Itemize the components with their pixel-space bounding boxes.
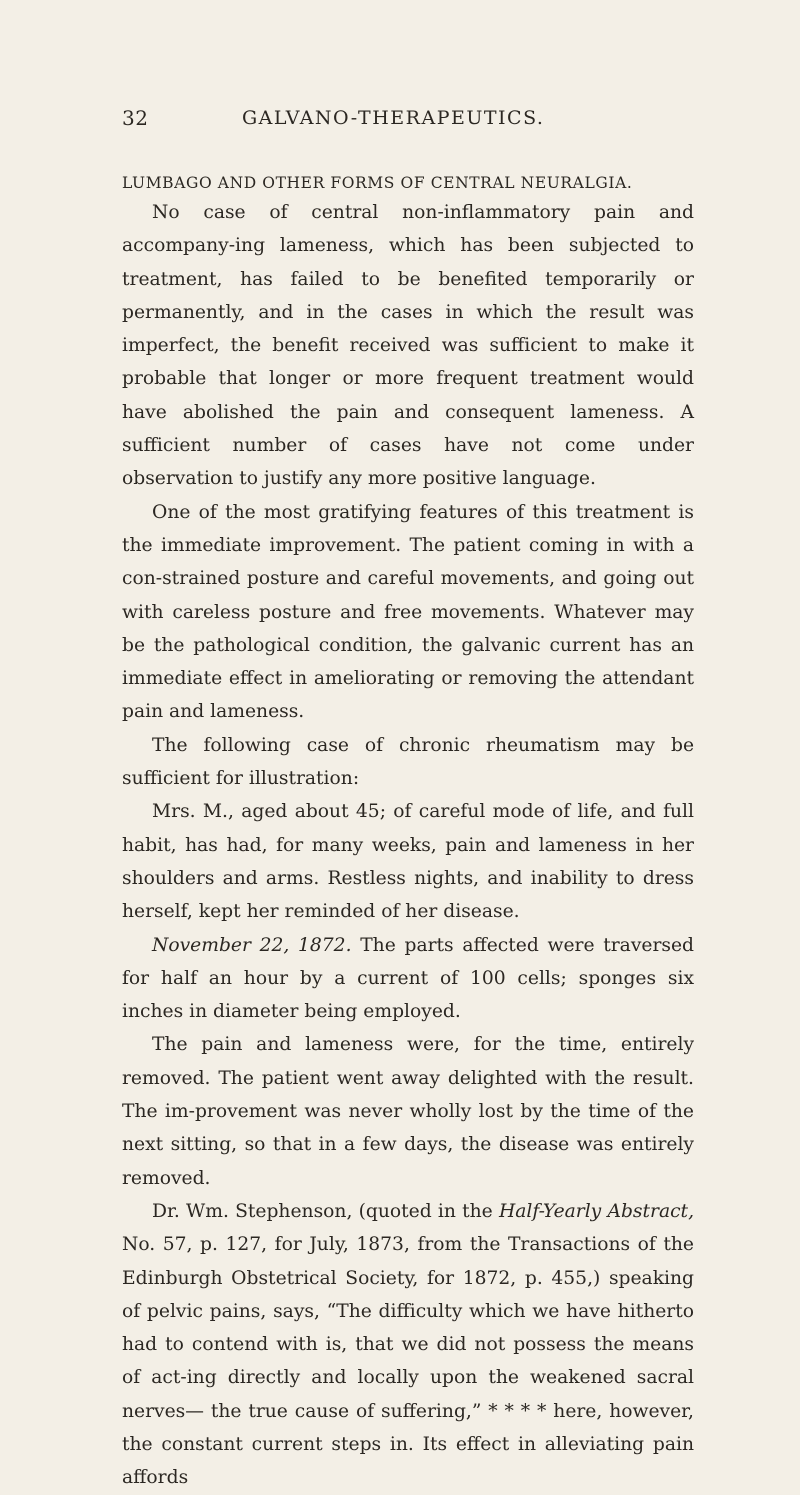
paragraph-stephenson-quote <box>122 1195 694 1495</box>
quote-lead: Dr. Wm. Stephenson, (quoted in the <box>152 1200 499 1222</box>
body-text <box>122 196 694 1495</box>
quote-rest: No. 57, p. 127, for July, 1873, from the Transactions of the Edinburgh Obstetrical Society, for 1872, p. 455,) speaking of pelvic pains, says, “The difficulty which we have hitherto had to contend with is, that we did not possess the means of act-ing directly and locally upon the weakened sacral nerves— the true cause of suffering,” * * * * here, however, the constant current steps in. Its effect in alleviating pain affords <box>122 1234 694 1489</box>
paragraph-no-case: No case of central non-inflammatory pain and accompany-ing lameness, which has been subjected to treatment, has failed to be benefited temporarily or permanently, and in the cases in which the result was imperfect, the benefit received was sufficient to make it probable that longer or more frequent treatment would have abolished the pain and consequent lameness. A sufficient number of cases have not come under observation to justify any more positive language. <box>122 202 694 490</box>
running-title: GALVANO-THERAPEUTICS. <box>242 107 545 129</box>
paragraph-gratifying-features: One of the most gratifying features of this treatment is the immediate improvement. The patient coming in with a con-strained posture and careful movements, and going out with careless posture and free movements. Whatever may be the pathological condition, the galvanic current has an immediate effect in ameliorating or removing the attendant pain and lameness. <box>122 501 694 723</box>
paragraph-result: The pain and lameness were, for the time, entirely removed. The patient went away delighted with the result. The im-provement was never wholly lost by the time of the next sitting, so that in a few days, the disease was entirely removed. <box>122 1034 694 1189</box>
paragraph-case-mrs-m: Mrs. M., aged about 45; of careful mode of life, and full habit, has had, for many weeks, pain and lameness in her shoulders and arms. Restless nights, and inability to dress herself, kept her reminded of her disease. <box>122 801 694 923</box>
entry-date: November 22, 1872. <box>152 934 352 956</box>
running-head <box>122 106 682 130</box>
cited-title: Half-Yearly Abstract, <box>498 1200 695 1222</box>
page-number: 32 <box>122 106 149 130</box>
paragraph-november-entry <box>122 929 694 1029</box>
entry-text: The parts affected were traversed for half an hour by a current of 100 cells; sponges six inches in diameter being employed. <box>122 934 694 1023</box>
paragraph-case-intro: The following case of chronic rheumatism may be sufficient for illustration: <box>122 734 694 790</box>
section-heading: LUMBAGO AND OTHER FORMS OF CENTRAL NEURALGIA. <box>122 174 633 192</box>
